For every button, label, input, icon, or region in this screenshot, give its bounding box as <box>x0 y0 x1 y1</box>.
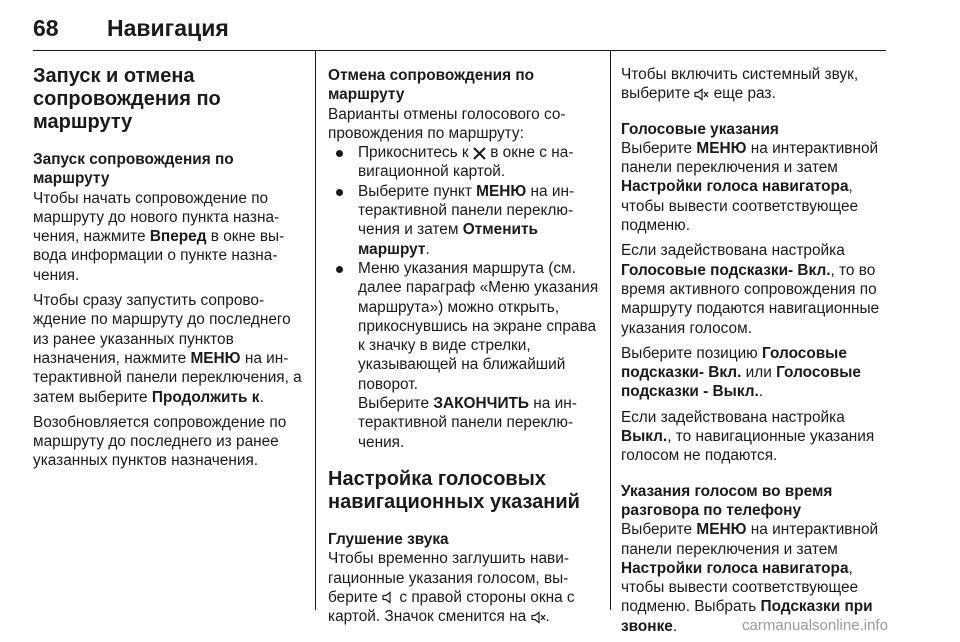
list-item: Выберите пункт МЕНЮ на интерактивной панели переключения и затем Отменить маршрут. <box>328 182 600 259</box>
paragraph: Если задействована настройка Голосовые подсказки- Вкл., то во время активного сопровождения по маршруту подаются навигационные указания голосом. <box>621 242 880 337</box>
paragraph: Выберите позицию Голосовые подсказки- Вкл. или Голосовые подсказки - Выкл.. <box>621 344 861 401</box>
paragraph: Если задействована настройка Выкл., то навигационные указания голосом не подаются. <box>621 408 875 465</box>
page-number: 68 <box>33 15 59 41</box>
paragraph: Чтобы сразу запустить сопровождение по маршруту до последнего из ранее указанных пунктов назначения, нажмите МЕНЮ на интерактивной панели переключения, а затем выберите Продолжить к. <box>33 292 302 406</box>
chapter-title: Навигация <box>107 15 229 41</box>
column-2 <box>328 50 600 626</box>
subsection-title: Голосовые указания <box>621 120 779 138</box>
paragraph: Чтобы начать сопровождение по маршруту до нового пункта назначения, нажмите Вперед в окне вывода информации о пункте назначения. <box>33 189 285 284</box>
column-divider <box>315 51 316 610</box>
list-item-continuation: Выберите ЗАКОНЧИТЬ на интерактивной панели переключения. <box>358 395 577 451</box>
subsection-title: Запуск сопровождения по маршруту <box>33 151 234 188</box>
bullet-dot <box>336 150 343 157</box>
speaker-icon <box>382 591 395 604</box>
page-header <box>33 14 886 51</box>
subsection-title: Глушение звука <box>328 530 449 548</box>
subsection-title: Отмена сопровождения по маршруту <box>328 67 535 104</box>
speaker-muted-icon <box>531 611 546 624</box>
paragraph: Варианты отмены голосового сопровождения по маршруту: <box>328 105 566 142</box>
list-item: Меню указания маршрута (см. далее параграф «Меню указания маршрута») можно открыть, прикоснувшись на экране справа к значку в виде стрелки, указывающей на ближайший поворот. <box>328 259 600 394</box>
subsection-title: Указания голосом во время разговора по телефону <box>621 482 833 519</box>
paragraph: Возобновляется сопровождение по маршруту до последнего из ранее указанных пунктов назначения. <box>33 413 287 470</box>
paragraph: Чтобы временно заглушить навигационные указания голосом, выберите с правой стороны окна с картой. Значок сменится на . <box>328 550 575 626</box>
section-title: Запуск и отмена сопровождения по маршруту <box>33 65 221 133</box>
paragraph: Выберите МЕНЮ на интерактивной панели переключения и затем Настройки голоса навигатора, чтобы вывести соответствующее подменю. <box>621 139 879 235</box>
column-divider <box>610 51 611 610</box>
bullet-dot <box>336 266 343 273</box>
paragraph: Чтобы включить системный звук, выберите еще раз. <box>621 66 859 103</box>
paragraph: Выберите МЕНЮ на интерактивной панели переключения и затем Настройки голоса навигатора, чтобы вывести соответствующее подменю. Выбрать Подсказки при звонке. <box>621 521 879 635</box>
speaker-muted-icon <box>694 88 709 101</box>
bullet-dot <box>336 189 343 196</box>
column-1 <box>33 50 303 610</box>
section-title: Настройка голосовых навигационных указаний <box>328 467 580 513</box>
close-x-icon <box>473 147 486 160</box>
watermark-text: carmanualsonline.info <box>742 617 888 634</box>
list-item: Прикоснитесь к в окне с навигационной картой. <box>328 143 600 182</box>
